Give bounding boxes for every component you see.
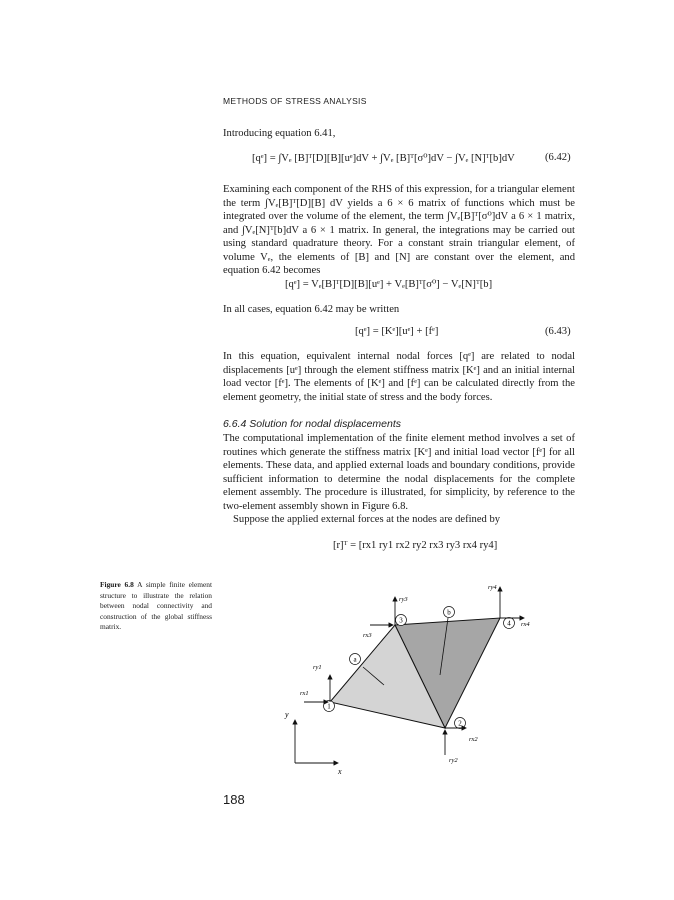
paragraph-external-forces: Suppose the applied external forces at the nodes are defined by — [233, 514, 501, 525]
label-ry4: ry4 — [488, 584, 497, 591]
figure-6-8 — [280, 575, 540, 775]
label-rx1: rx1 — [300, 690, 309, 697]
running-header: METHODS OF STRESS ANALYSIS — [223, 96, 367, 106]
equation-6-43: [qᵉ] = [Kᵉ][uᵉ] + [fᵉ] — [355, 326, 439, 337]
node-3-label: 3 — [399, 616, 403, 625]
paragraph-implementation: The computational implementation of the finite element method involves a set of routines which generate the stiffness matrix [Kᵉ] and initial load vector [fᵉ] for all elements. These data, and applied external loads and boundary conditions, provide sufficient information to determine the nodal displacements for the complete element assembly. The procedure is illustrated, for simplicity, by reference to the two-element assembly shown in Figure 6.8. — [223, 433, 575, 512]
node-1-label: 1 — [327, 702, 331, 711]
equation-6-42-number: (6.42) — [545, 152, 571, 163]
equation-6-43-number: (6.43) — [545, 326, 571, 337]
equation-force-vector: [r]ᵀ = [rx1 ry1 rx2 ry2 rx3 ry3 rx4 ry4] — [333, 540, 498, 551]
figure-caption — [100, 580, 212, 633]
label-ry1: ry1 — [313, 664, 322, 671]
paragraph-rhs-components: Examining each component of the RHS of this expression, for a triangular element the term ∫Vₑ[B]ᵀ[D][B] dV yields a 6 × 6 matrix of functions which must be integrated over the volume of the element, the term ∫Vₑ[B]ᵀ[σ⁰]dV a 6 × 1 matrix, and ∫Vₑ[N]ᵀ[b]dV a 6 × 1 matrix. In general, the integrations may be carried out using standard quadrature theory. For a constant strain triangular element, of volume Vₑ, the elements of [B] and [N] are constant over the element, and equation 6.42 becomes — [223, 184, 575, 276]
label-rx2: rx2 — [469, 736, 478, 743]
x-axis-label: x — [338, 767, 342, 775]
y-axis-label: y — [285, 710, 289, 719]
label-ry2: ry2 — [449, 757, 458, 764]
label-rx3: rx3 — [363, 632, 372, 639]
label-rx4: rx4 — [521, 621, 530, 628]
paragraph-all-cases: In all cases, equation 6.42 may be written — [223, 304, 400, 315]
section-heading: 6.6.4 Solution for nodal displacements — [223, 418, 402, 430]
paragraph-equivalent-forces: In this equation, equivalent internal nodal forces [qᵉ] are related to nodal displacements [uᵉ] through the element stiffness matrix [Kᵉ] and an initial internal load vector [fᵉ]. The elements of [Kᵉ] and [fᵉ] can be calculated directly from the element geometry, the initial state of stress and the body forces. — [223, 351, 575, 403]
node-4-label: 4 — [507, 619, 511, 628]
element-a-label: a — [353, 655, 357, 664]
equation-constant-strain: [qᵉ] = Vₑ[B]ᵀ[D][B][uᵉ] + Vₑ[B]ᵀ[σ⁰] − Vₑ[N]ᵀ[b] — [285, 279, 493, 290]
element-b-label: b — [447, 608, 451, 617]
label-ry3: ry3 — [399, 596, 408, 603]
figure-caption-label: Figure 6.8 — [100, 580, 134, 589]
figure-caption-text: A simple finite element structure to illustrate the relation between nodal connectivity and construction of the global stiffness matrix. — [100, 580, 212, 632]
equation-6-42: [qᵉ] = ∫Vₑ [B]ᵀ[D][B][uᵉ]dV + ∫Vₑ [B]ᵀ[σ⁰]dV − ∫Vₑ [N]ᵀ[b]dV — [252, 153, 515, 164]
node-2-label: 2 — [458, 719, 462, 728]
intro-text: Introducing equation 6.41, — [223, 128, 336, 139]
page-number: 188 — [223, 792, 245, 807]
